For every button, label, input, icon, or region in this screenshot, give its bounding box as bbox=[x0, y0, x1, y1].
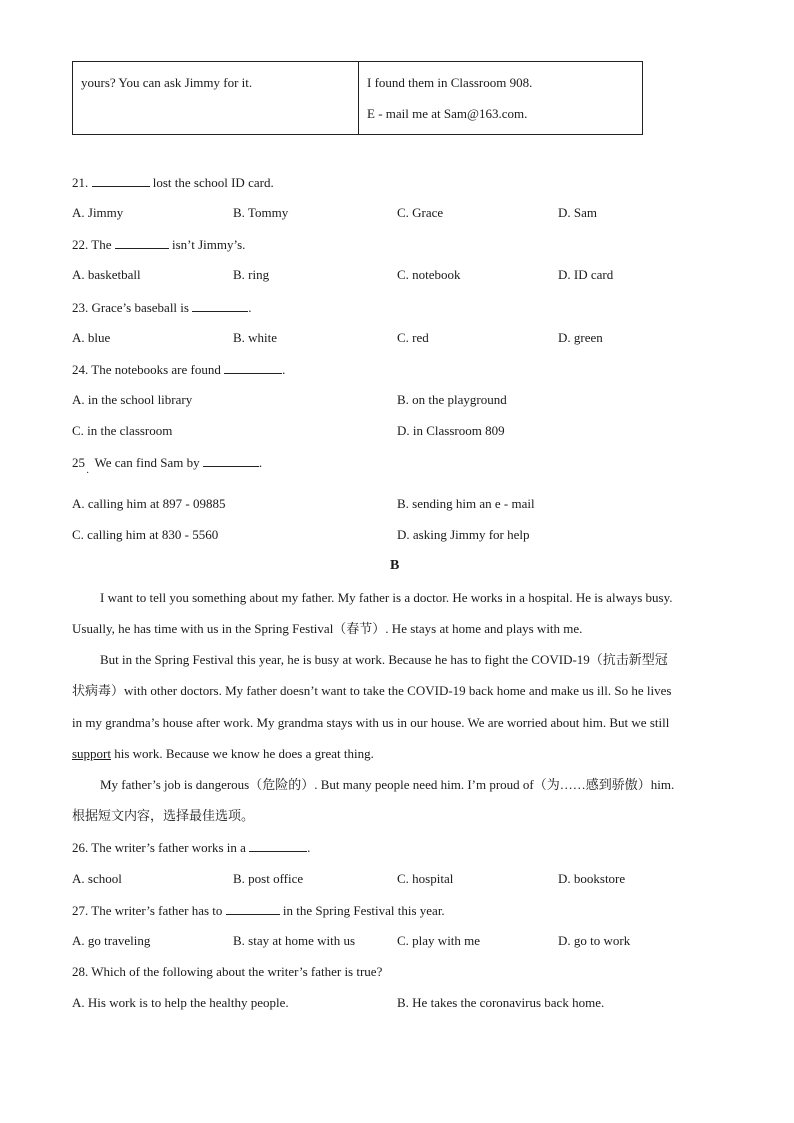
answer-blank bbox=[115, 236, 169, 249]
stem-text: . bbox=[248, 300, 252, 315]
passage-text: his work. Because we know he does a great thing. bbox=[111, 746, 374, 761]
option: D. bookstore bbox=[558, 871, 626, 886]
question-stem bbox=[72, 174, 274, 191]
option: C. play with me bbox=[397, 933, 481, 948]
stem-text: 27. The writer’s father has to bbox=[72, 903, 226, 918]
option: D. go to work bbox=[558, 933, 631, 948]
option: C. calling him at 830 - 5560 bbox=[72, 527, 219, 542]
stem-text: 23. Grace’s baseball is bbox=[72, 300, 193, 315]
passage-line: in my grandma’s house after work. My grandma stays with us in our house. We are worried about him. But we still bbox=[72, 715, 670, 730]
stem-text: . bbox=[307, 840, 311, 855]
option: A. calling him at 897 - 09885 bbox=[72, 496, 226, 511]
question-stem bbox=[72, 454, 262, 471]
question-stem bbox=[72, 299, 251, 316]
question-stem bbox=[72, 839, 310, 856]
question-stem bbox=[72, 902, 445, 919]
stem-text: lost the school ID card. bbox=[149, 175, 274, 190]
answer-blank bbox=[203, 454, 259, 467]
notice-right-line-2: E - mail me at Sam@163.com. bbox=[367, 106, 528, 121]
stem-text: 25 We can find Sam by bbox=[72, 455, 203, 470]
option: D. green bbox=[558, 330, 603, 345]
stem-text: in the Spring Festival this year. bbox=[279, 903, 445, 918]
option: B. sending him an e - mail bbox=[397, 496, 535, 511]
stem-text: . bbox=[282, 362, 286, 377]
stem-text: 24. The notebooks are found bbox=[72, 362, 225, 377]
notice-right-cell bbox=[359, 62, 643, 135]
option: A. go traveling bbox=[72, 933, 151, 948]
stem-text: 21. bbox=[72, 175, 92, 190]
passage-line: But in the Spring Festival this year, he is busy at work. Because he has to fight the COVID-19（抗击新型冠 bbox=[100, 652, 668, 667]
option: C. notebook bbox=[397, 267, 461, 282]
option: C. red bbox=[397, 330, 429, 345]
passage-line: My father’s job is dangerous（危险的）. But many people need him. I’m proud of（为……感到骄傲）him. bbox=[100, 777, 675, 792]
passage-line bbox=[72, 746, 374, 762]
passage-line: 状病毒）with other doctors. My father doesn’t want to take the COVID-19 back home and make us ill. So he lives bbox=[72, 683, 672, 698]
stem-text: . bbox=[258, 455, 263, 470]
option: D. ID card bbox=[558, 267, 614, 282]
answer-blank bbox=[224, 361, 282, 374]
option: A. in the school library bbox=[72, 392, 193, 407]
option: B. Tommy bbox=[233, 205, 289, 220]
option: B. ring bbox=[233, 267, 270, 282]
option: B. He takes the coronavirus back home. bbox=[397, 995, 605, 1010]
notice-left-text: yours? You can ask Jimmy for it. bbox=[81, 75, 253, 90]
underlined-word: support bbox=[72, 746, 111, 761]
answer-blank bbox=[192, 299, 248, 312]
question-stem bbox=[72, 361, 285, 378]
option: D. in Classroom 809 bbox=[397, 423, 505, 438]
answer-blank bbox=[226, 902, 280, 915]
option: D. Sam bbox=[558, 205, 597, 220]
option: B. on the playground bbox=[397, 392, 507, 407]
option: B. white bbox=[233, 330, 278, 345]
answer-blank bbox=[249, 839, 307, 852]
option: A. school bbox=[72, 871, 122, 886]
notice-table bbox=[72, 61, 643, 135]
stray-mark: · bbox=[86, 468, 90, 479]
option: A. Jimmy bbox=[72, 205, 124, 220]
passage-line: I want to tell you something about my father. My father is a doctor. He works in a hospital. He is always busy. bbox=[100, 590, 673, 605]
option: A. basketball bbox=[72, 267, 141, 282]
notice-right-line-1: I found them in Classroom 908. bbox=[367, 75, 533, 90]
answer-blank bbox=[92, 174, 150, 187]
option: B. post office bbox=[233, 871, 304, 886]
option: C. in the classroom bbox=[72, 423, 173, 438]
stem-text: 26. The writer’s father works in a bbox=[72, 840, 250, 855]
stem-text: isn’t Jimmy’s. bbox=[168, 237, 246, 252]
instruction-text: 根据短文内容，选择最佳选项。 bbox=[72, 808, 255, 823]
option: C. hospital bbox=[397, 871, 454, 886]
option: A. His work is to help the healthy people. bbox=[72, 995, 289, 1010]
option: D. asking Jimmy for help bbox=[397, 527, 530, 542]
option: B. stay at home with us bbox=[233, 933, 356, 948]
option: A. blue bbox=[72, 330, 111, 345]
passage-line: Usually, he has time with us in the Spring Festival（春节）. He stays at home and plays with me. bbox=[72, 621, 583, 636]
section-heading: B bbox=[390, 558, 400, 573]
question-stem: 28. Which of the following about the writer’s father is true? bbox=[72, 964, 383, 979]
stem-text: 22. The bbox=[72, 237, 115, 252]
question-stem bbox=[72, 236, 245, 253]
notice-left-cell bbox=[73, 62, 359, 135]
option: C. Grace bbox=[397, 205, 444, 220]
